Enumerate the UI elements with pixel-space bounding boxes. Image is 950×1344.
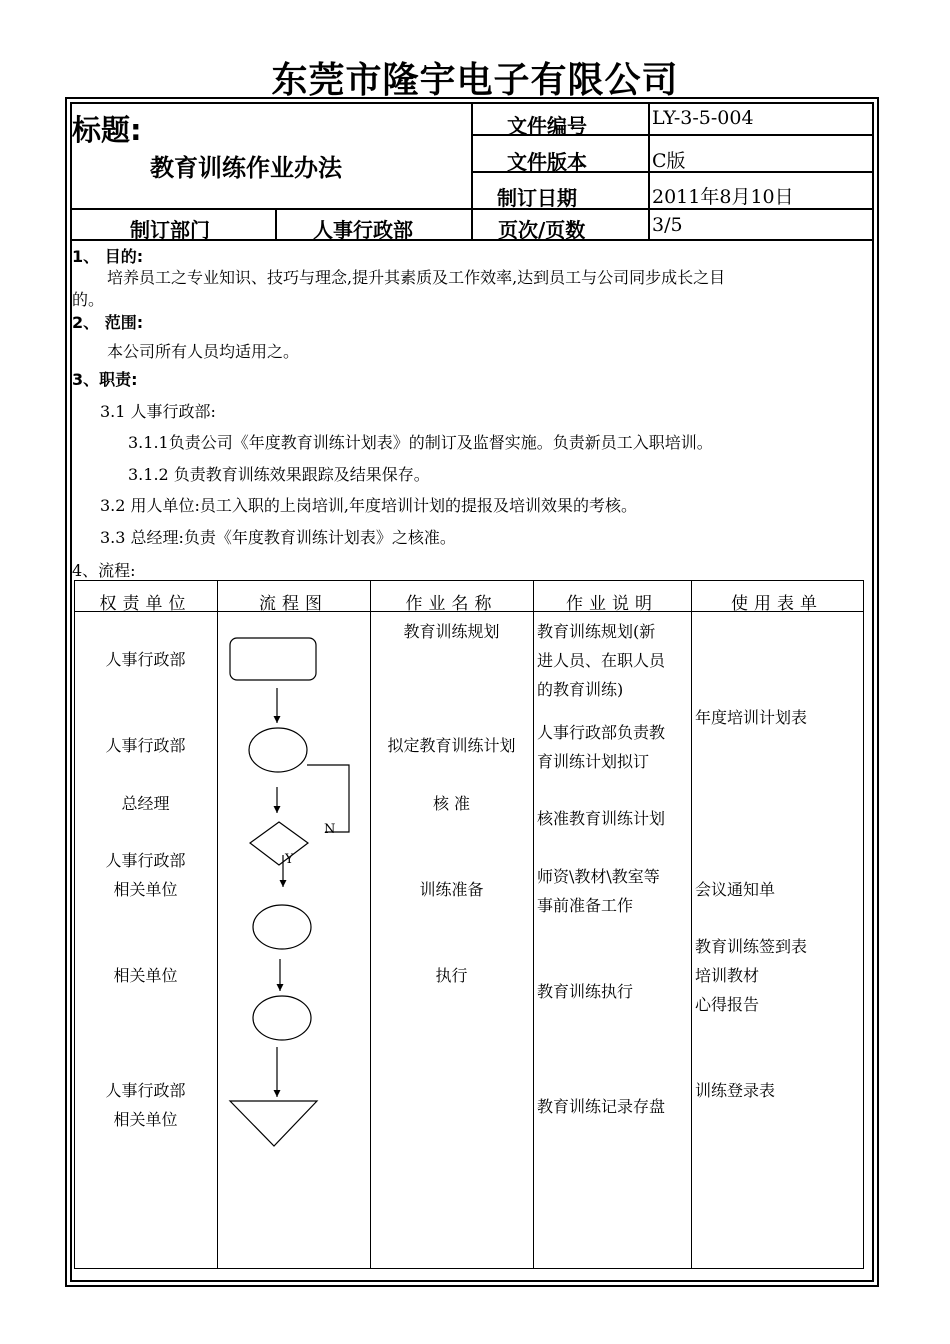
section-1-text: 培养员工之专业知识、技巧与理念,提升其素质及工作效率,达到员工与公司同步成长之目 (107, 268, 726, 287)
flow-start-box (230, 638, 316, 680)
form-cell: 培训教材 (695, 966, 760, 985)
table-border (74, 580, 864, 581)
flow-decision-diamond (250, 822, 308, 865)
version-value: C版 (652, 150, 686, 172)
task-cell: 训练准备 (419, 880, 484, 899)
table-border (74, 580, 75, 1269)
unit-cell: 总经理 (121, 794, 170, 813)
description-cell: 核准教育训练计划 (537, 809, 666, 828)
task-cell: 核 准 (432, 794, 471, 813)
flowchart (217, 611, 370, 1268)
section-4-heading: 4、流程: (72, 561, 136, 580)
form-cell: 心得报告 (695, 995, 760, 1014)
section-3-1-1: 3.1.1负责公司《年度教育训练计划表》的制订及监督实施。负责新员工入职培训。 (128, 433, 713, 452)
unit-cell: 相关单位 (113, 966, 178, 985)
table-border (863, 580, 864, 1269)
form-cell: 会议通知单 (695, 880, 776, 899)
doc-number-label: 文件编号 (507, 114, 587, 138)
description-cell: 教育训练执行 (537, 982, 634, 1001)
section-2-text: 本公司所有人员均适用之。 (107, 342, 300, 361)
unit-cell: 人事行政部 (105, 650, 186, 669)
header-divider (648, 102, 650, 240)
flow-plan-ellipse (249, 728, 307, 772)
flow-execute-ellipse (253, 996, 311, 1040)
description-cell: 事前准备工作 (537, 896, 634, 915)
unit-cell: 人事行政部 (105, 1081, 186, 1100)
description-cell: 进人员、在职人员 (537, 651, 666, 670)
description-cell: 育训练计划拟订 (537, 752, 650, 771)
column-header-unit: 权责单位 (99, 594, 192, 614)
header-divider (275, 208, 277, 240)
title-label: 标题: (72, 113, 142, 147)
description-cell: 师资\教材\教室等 (537, 867, 660, 886)
section-3-heading: 3、职责: (72, 370, 138, 389)
date-label: 制订日期 (497, 186, 577, 210)
unit-cell: 人事行政部 (105, 851, 186, 870)
date-value: 2011年8月10日 (652, 186, 794, 208)
form-cell: 训练登录表 (695, 1081, 776, 1100)
dept-label: 制订部门 (130, 218, 210, 242)
flow-yes-label: Y (285, 852, 294, 867)
section-1-heading: 1、 目的: (72, 247, 144, 266)
dept-value: 人事行政部 (313, 218, 413, 242)
page-value: 3/5 (652, 214, 683, 236)
section-2-heading: 2、 范围: (72, 313, 144, 332)
table-border (74, 1268, 864, 1269)
description-cell: 的教育训练) (537, 680, 624, 699)
column-header-task: 作业名称 (405, 594, 498, 614)
column-header-description: 作业说明 (566, 594, 658, 614)
form-cell: 教育训练签到表 (695, 937, 808, 956)
header-divider (471, 102, 473, 240)
task-cell: 执行 (435, 966, 468, 985)
column-header-forms: 使用表单 (731, 594, 823, 614)
section-3-1: 3.1 人事行政部: (100, 402, 216, 421)
table-border (533, 580, 534, 1269)
table-border (370, 580, 371, 1269)
description-cell: 人事行政部负责教 (537, 723, 666, 742)
section-1-text-cont: 的。 (72, 290, 105, 309)
flow-no-label: N (324, 822, 336, 837)
column-header-flowchart: 流程图 (259, 594, 328, 614)
task-cell: 拟定教育训练计划 (387, 736, 516, 755)
document-title: 教育训练作业办法 (150, 154, 342, 182)
section-3-2: 3.2 用人单位:员工入职的上岗培训,年度培训计划的提报及培训效果的考核。 (100, 496, 638, 515)
page-label: 页次/页数 (498, 218, 586, 242)
unit-cell: 相关单位 (113, 880, 178, 899)
unit-cell: 相关单位 (113, 1110, 178, 1129)
description-cell: 教育训练规划(新 (537, 622, 656, 641)
section-3-3: 3.3 总经理:负责《年度教育训练计划表》之核准。 (100, 528, 456, 547)
company-name: 东莞市隆宇电子有限公司 (271, 60, 679, 101)
version-label: 文件版本 (507, 150, 587, 174)
section-3-1-2: 3.1.2 负责教育训练效果跟踪及结果保存。 (128, 465, 430, 484)
task-cell: 教育训练规划 (403, 622, 500, 641)
description-cell: 教育训练记录存盘 (537, 1097, 666, 1116)
table-border (691, 580, 692, 1269)
doc-number-value: LY-3-5-004 (652, 107, 754, 129)
flow-archive-triangle (230, 1101, 317, 1146)
flow-prepare-ellipse (253, 905, 311, 949)
unit-cell: 人事行政部 (105, 736, 186, 755)
form-cell: 年度培训计划表 (695, 708, 808, 727)
